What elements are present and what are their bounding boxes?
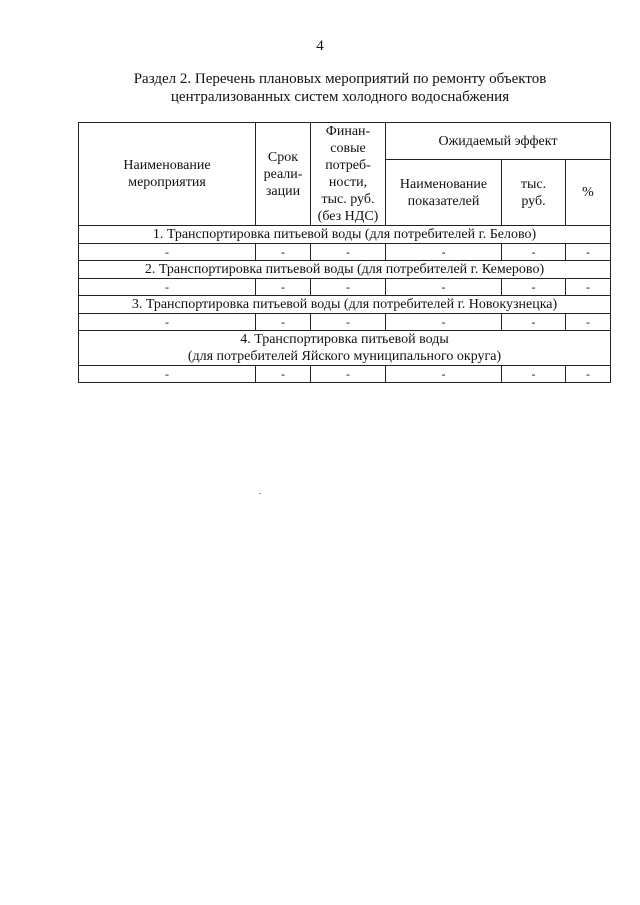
table-cell: - <box>79 314 256 331</box>
table-cell: - <box>502 314 566 331</box>
section-title <box>90 70 590 106</box>
table-cell: - <box>566 314 611 331</box>
table-cell: - <box>311 314 386 331</box>
table-cell: - <box>502 366 566 383</box>
table-cell: - <box>256 314 311 331</box>
table-row <box>79 366 611 383</box>
section-row-title: 3. Транспортировка питьевой воды (для потребителей г. Новокузнецка) <box>79 296 611 314</box>
page-number: 4 <box>316 38 324 54</box>
table-cell: - <box>311 366 386 383</box>
table-cell: - <box>566 366 611 383</box>
table-cell: - <box>256 279 311 296</box>
header-financial-needs: Финан- совые потреб- ности, тыс. руб. (без НДС) <box>311 123 386 226</box>
table-cell: - <box>79 279 256 296</box>
table-cell: - <box>386 366 502 383</box>
table-cell: - <box>502 244 566 261</box>
section-row-title: 4. Транспортировка питьевой воды (для потребителей Яйского муниципального округа) <box>79 331 611 366</box>
header-percent: % <box>566 160 611 226</box>
table-cell: - <box>256 366 311 383</box>
table-cell: - <box>566 279 611 296</box>
table-row <box>79 314 611 331</box>
table-cell: - <box>311 244 386 261</box>
section-row-title: 1. Транспортировка питьевой воды (для потребителей г. Белово) <box>79 226 611 244</box>
table-cell: - <box>386 244 502 261</box>
table-cell: - <box>386 314 502 331</box>
table-cell: - <box>79 244 256 261</box>
measures-table <box>78 122 611 383</box>
header-measure-name: Наименование мероприятия <box>79 123 256 226</box>
section-title-line: централизованных систем холодного водоснабжения <box>170 89 510 105</box>
scan-speck <box>259 493 261 494</box>
table-cell: - <box>566 244 611 261</box>
table-row <box>79 244 611 261</box>
table-cell: - <box>79 366 256 383</box>
table-row <box>79 279 611 296</box>
header-indicator-name: Наименование показателей <box>386 160 502 226</box>
section-title-line: Раздел 2. Перечень плановых мероприятий по ремонту объектов <box>133 71 547 87</box>
header-expected-effect: Ожидаемый эффект <box>386 123 611 160</box>
table-cell: - <box>386 279 502 296</box>
header-thousand-rub: тыс. руб. <box>502 160 566 226</box>
table-cell: - <box>256 244 311 261</box>
table-cell: - <box>502 279 566 296</box>
table-cell: - <box>311 279 386 296</box>
section-row-title: 2. Транспортировка питьевой воды (для потребителей г. Кемерово) <box>79 261 611 279</box>
header-term: Срок реали- зации <box>256 123 311 226</box>
